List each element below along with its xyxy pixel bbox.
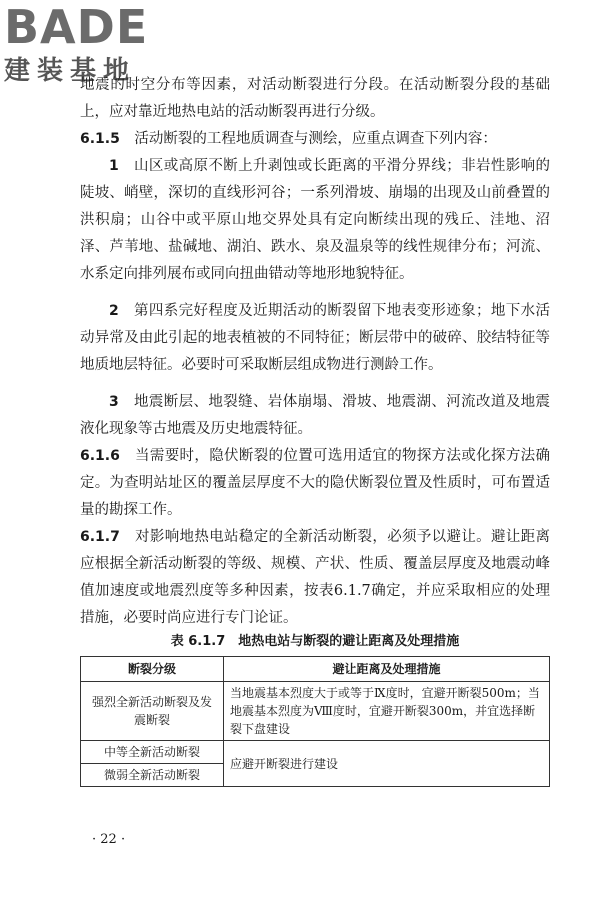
clause-text: 当需要时，隐伏断裂的位置可选用适宜的物探方法或化探方法确定。为查明站址区的覆盖层厚度不大的隐伏断裂位置及性质时，可布置适量的勘探工作。 <box>80 448 551 518</box>
clause-6-1-5 <box>80 126 550 153</box>
avoidance-table <box>80 656 550 787</box>
table-cell-measure: 应避开断裂进行建设 <box>224 741 550 787</box>
page-number: · 22 · <box>92 832 126 847</box>
item-number: 3 <box>109 394 119 410</box>
table-cell-measure: 当地震基本烈度大于或等于Ⅸ度时，宜避开断裂500m；当地震基本烈度为Ⅷ度时，宜避开断裂300m，并宜选择断裂下盘建设 <box>224 682 550 741</box>
document-page <box>80 72 550 787</box>
table-cell-fault-level: 微弱全新活动断裂 <box>81 764 224 787</box>
logo-subtitle: 建装基地 <box>4 56 137 86</box>
table-row <box>81 741 550 764</box>
table-cell-fault-level: 强烈全新活动断裂及发震断裂 <box>81 682 224 741</box>
table-header-cell: 断裂分级 <box>81 657 224 682</box>
clause-number: 6.1.6 <box>80 448 120 464</box>
item-3 <box>80 389 550 443</box>
logo-brand-text: BADE <box>4 0 149 54</box>
item-1 <box>80 153 550 288</box>
item-text: 山区或高原不断上升剥蚀或长距离的平滑分界线；非岩性影响的陡坡、峭壁，深切的直线形河谷；一系列滑坡、崩塌的出现及山前叠置的洪积扇；山谷中或平原山地交界处具有定向断续出现的残丘、洼地、沼泽、芦苇地、盐碱地、湖泊、跌水、泉及温泉等的线性规律分布；河流、水系定向排列展布或同向扭曲错动等地形地貌特征。 <box>80 158 551 282</box>
clause-text: 对影响地热电站稳定的全新活动断裂，必须予以避让。避让距离应根据全新活动断裂的等级、规模、产状、性质、覆盖层厚度及地震动峰值加速度或地震烈度等多种因素，按表6.1.7确定，并应采取相应的处理措施，必要时尚应进行专门论证。 <box>80 529 551 626</box>
table-caption: 表 6.1.7 地热电站与断裂的避让距离及处理措施 <box>170 634 460 649</box>
clause-number: 6.1.7 <box>80 529 120 545</box>
item-number: 2 <box>109 303 119 319</box>
item-text: 第四系完好程度及近期活动的断裂留下地表变形迹象；地下水活动异常及由此引起的地表植被的不同特征；断层带中的破碎、胶结特征等地质地层特征。必要时可采取断层组成物进行测龄工作。 <box>80 303 551 373</box>
table-header-row <box>81 657 550 682</box>
item-text: 地震断层、地裂缝、岩体崩塌、滑坡、地震湖、河流改道及地震液化现象等古地震及历史地震特征。 <box>80 394 551 437</box>
item-2 <box>80 298 550 379</box>
item-number: 1 <box>109 158 119 174</box>
table-row <box>81 682 550 741</box>
clause-6-1-6 <box>80 443 550 524</box>
paragraph-continuation: 地震的时空分布等因素，对活动断裂进行分段。在活动断裂分段的基础上，应对靠近地热电站的活动断裂再进行分级。 <box>80 77 550 120</box>
clause-6-1-7 <box>80 524 550 632</box>
clause-number: 6.1.5 <box>80 131 120 147</box>
clause-text: 活动断裂的工程地质调查与测绘，应重点调查下列内容： <box>134 131 497 147</box>
table-cell-fault-level: 中等全新活动断裂 <box>81 741 224 764</box>
table-header-cell: 避让距离及处理措施 <box>224 657 550 682</box>
